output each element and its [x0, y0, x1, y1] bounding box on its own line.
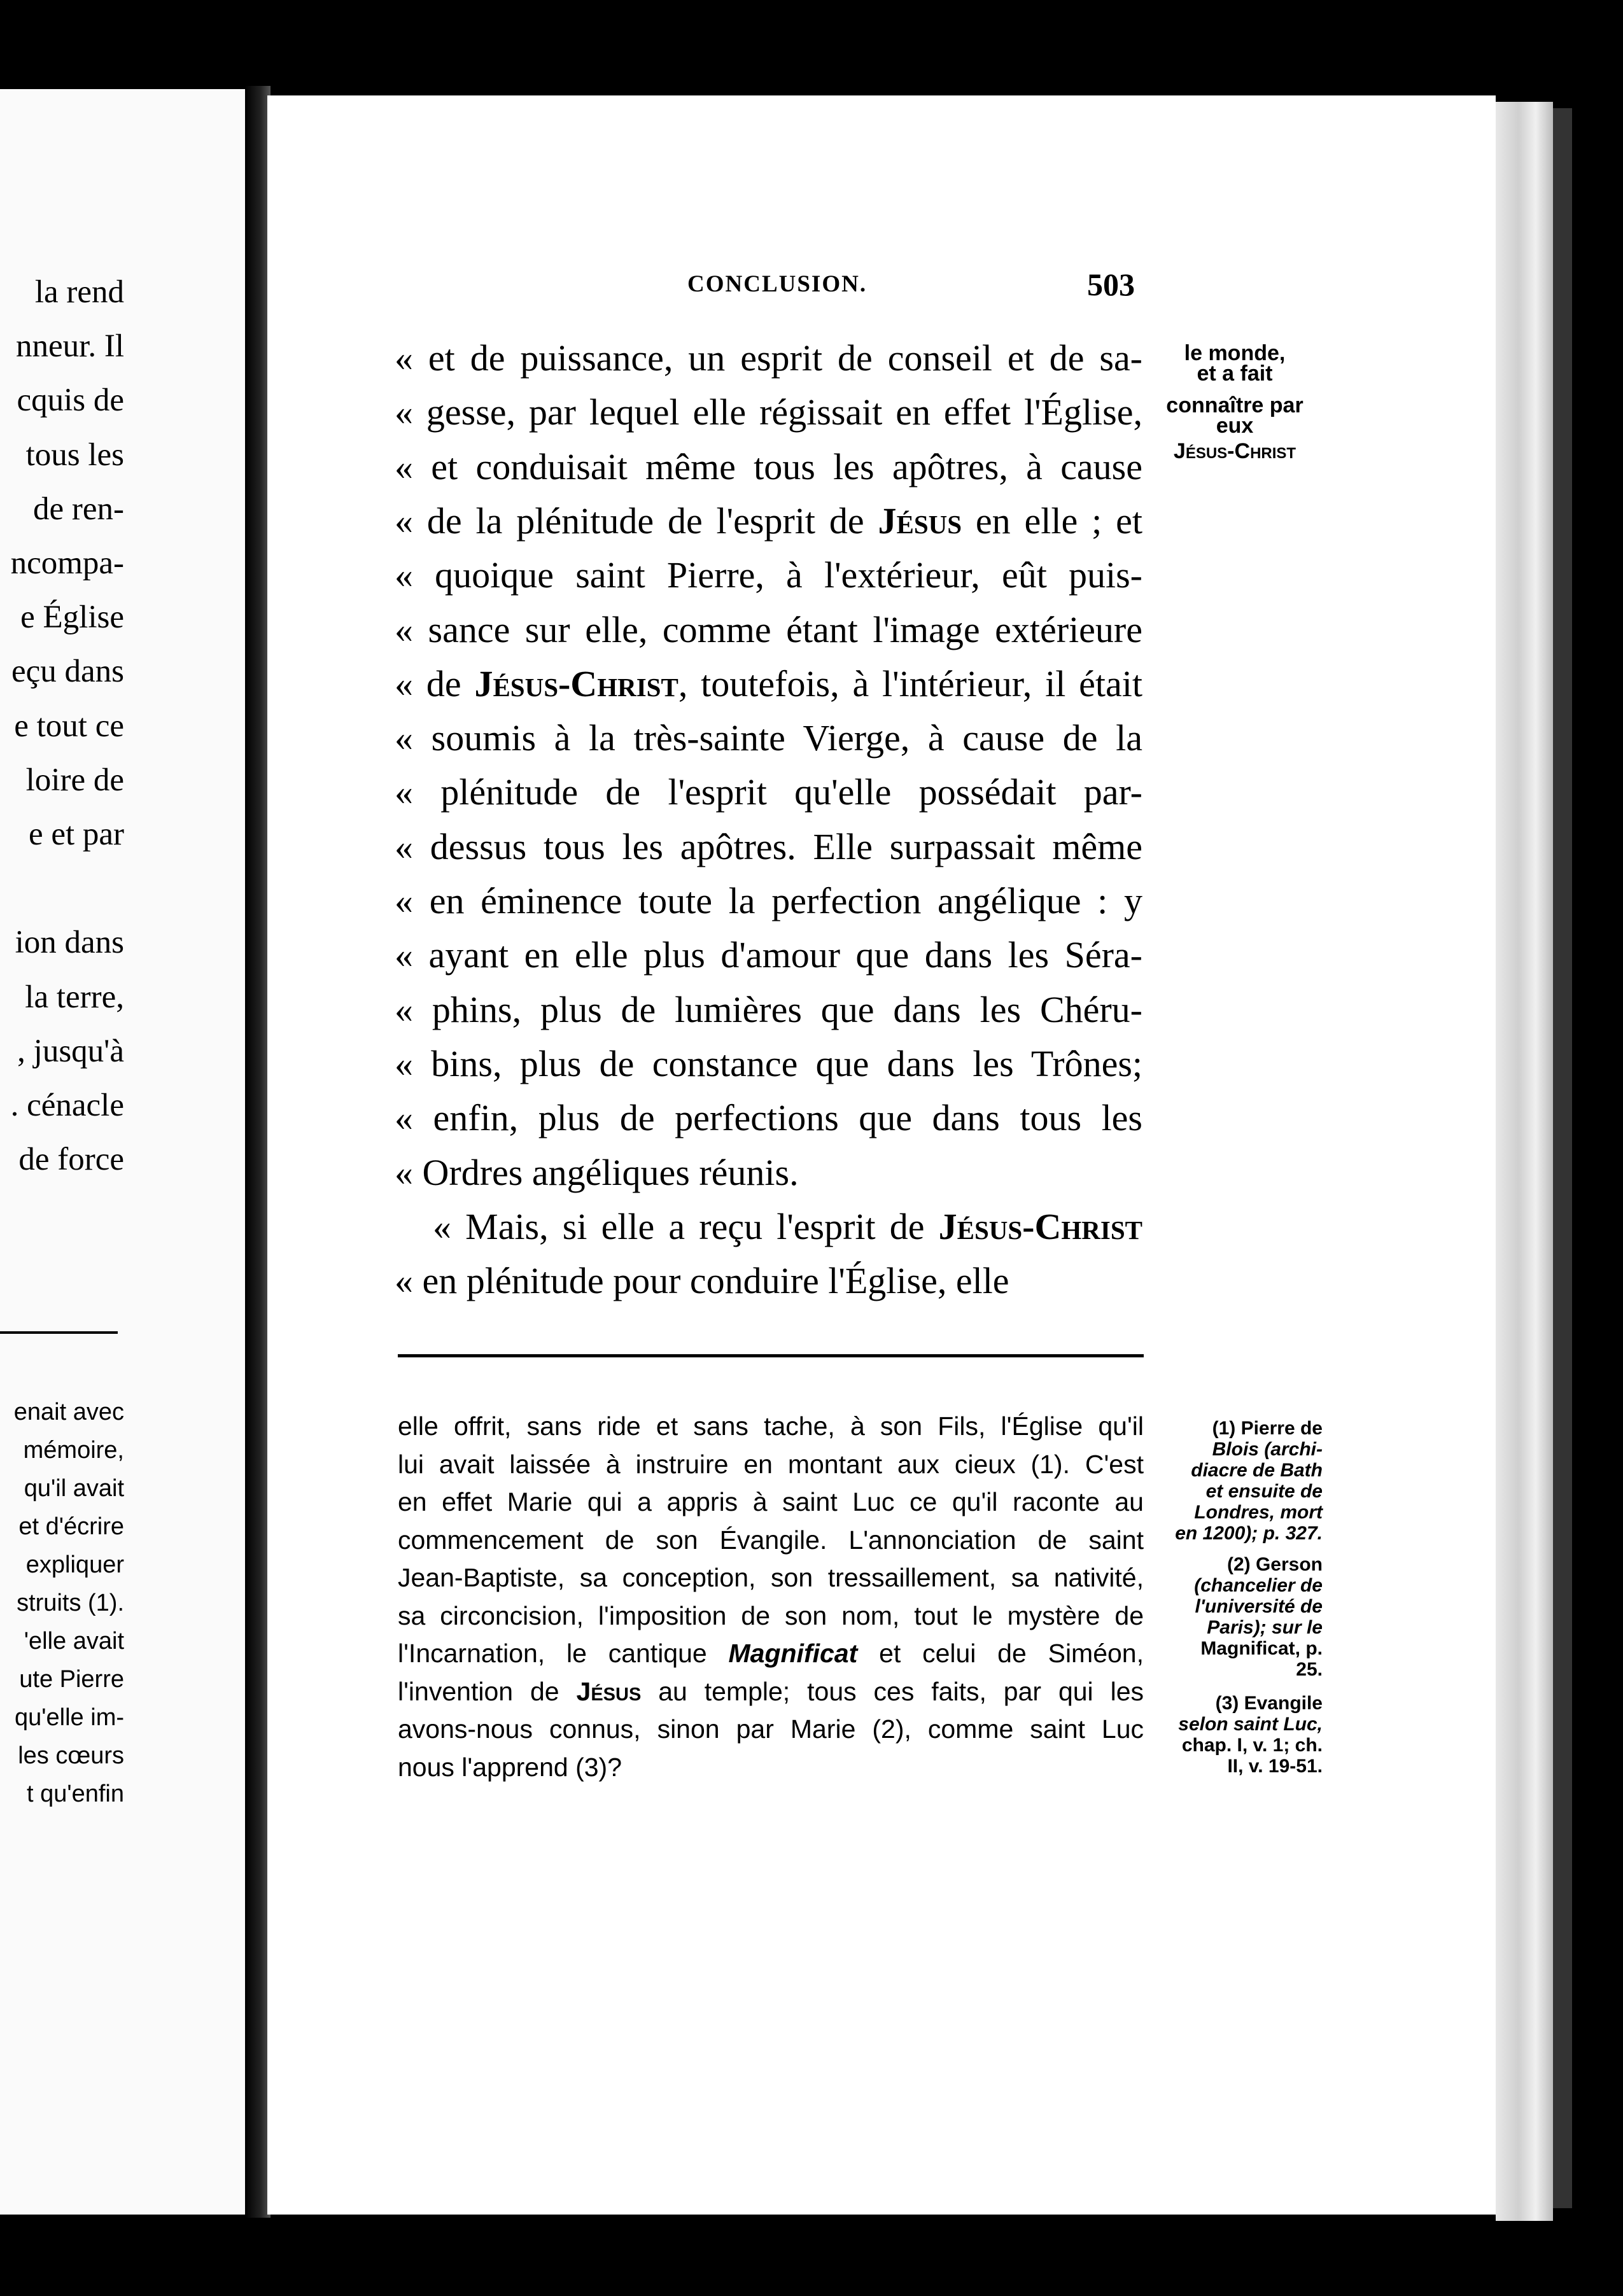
- footnote-line: elle offrit, sans ride et sans tache, à son Fils, l'Église qu'il: [398, 1411, 1144, 1441]
- prev-page-line: ion dans: [15, 925, 124, 961]
- prev-page-line: de ren-: [33, 491, 124, 527]
- body-line: « dessus tous les apôtres. Elle surpassait même: [395, 825, 1142, 867]
- side-footnote-line: l'université de: [1195, 1596, 1323, 1617]
- prev-page-line: e tout ce: [14, 708, 124, 744]
- side-footnote-line: Blois (archi-: [1212, 1439, 1323, 1460]
- body-line: « bins, plus de constance que dans les Trônes;: [395, 1042, 1142, 1084]
- prev-page-line: de force: [18, 1142, 124, 1178]
- body-line: « quoique saint Pierre, à l'extérieur, eût puis-: [395, 554, 1142, 596]
- margin-note-line: eux: [1216, 414, 1254, 438]
- prev-page-line: eçu dans: [11, 654, 124, 690]
- prev-page-line: e et par: [28, 816, 124, 852]
- footnote-line: l'Incarnation, le cantique Magnificat et celui de Siméon,: [398, 1639, 1144, 1668]
- prev-page-line: nneur. Il: [16, 328, 124, 365]
- side-footnote-line: diacre de Bath: [1191, 1460, 1323, 1481]
- previous-page: [0, 89, 245, 2215]
- margin-note-line: et a fait: [1197, 361, 1273, 386]
- prev-page-note-line: enait avec: [13, 1399, 124, 1425]
- previous-page-rule: [0, 1331, 118, 1334]
- binding-gutter: [245, 86, 270, 2218]
- body-line: « ayant en elle plus d'amour que dans les Séra-: [395, 934, 1142, 976]
- footnote-line: sa circoncision, l'imposition de son nom, tout le mystère de: [398, 1600, 1144, 1630]
- margin-note-line: le monde,: [1184, 341, 1286, 365]
- footnote-line: l'invention de Jésus au temple; tous ces faits, par qui les: [398, 1676, 1144, 1706]
- prev-page-line: ncompa-: [10, 545, 124, 581]
- prev-page-line: loire de: [25, 762, 124, 798]
- body-line: « phins, plus de lumières que dans les Chéru-: [395, 988, 1142, 1030]
- side-footnote-line: Londres, mort: [1194, 1502, 1323, 1523]
- body-line: « soumis à la très-sainte Vierge, à cause de la: [395, 717, 1142, 759]
- running-head-title: CONCLUSION.: [687, 271, 868, 297]
- prev-page-note-line: 'elle avait: [24, 1628, 124, 1655]
- side-footnote-line: Magnificat, p.: [1200, 1638, 1323, 1659]
- prev-page-line: cquis de: [17, 382, 124, 419]
- body-line: « en plénitude pour conduire l'Église, elle: [395, 1260, 1009, 1302]
- body-line: « Ordres angéliques réunis.: [395, 1151, 799, 1193]
- footnote-separator: [398, 1354, 1144, 1357]
- footnote-line: en effet Marie qui a appris à saint Luc ce qu'il raconte au: [398, 1487, 1144, 1516]
- body-line: « plénitude de l'esprit qu'elle possédait par-: [395, 771, 1142, 813]
- prev-page-note-line: ute Pierre: [19, 1666, 124, 1693]
- side-footnote-line: 25.: [1296, 1659, 1323, 1680]
- body-line: « enfin, plus de perfections que dans tous les: [395, 1097, 1142, 1139]
- side-footnote-line: (3) Evangile: [1215, 1693, 1323, 1714]
- body-line: « de Jésus-Christ, toutefois, à l'intérieur, il était: [395, 662, 1142, 704]
- margin-note-line: Jésus-Christ: [1173, 439, 1296, 463]
- margin-note-line: connaître par: [1166, 393, 1303, 417]
- prev-page-line: , jusqu'à: [17, 1033, 124, 1069]
- side-footnote-line: selon saint Luc,: [1178, 1714, 1323, 1735]
- prev-page-note-line: qu'il avait: [24, 1475, 124, 1502]
- side-footnote-line: chap. I, v. 1; ch.: [1181, 1735, 1323, 1756]
- side-footnote-line: et ensuite de: [1205, 1481, 1323, 1502]
- side-footnote-line: (1) Pierre de: [1212, 1418, 1323, 1439]
- prev-page-note-line: struits (1).: [17, 1590, 124, 1616]
- side-footnote-line: (2) Gerson: [1226, 1554, 1323, 1575]
- side-footnote-line: Paris); sur le: [1207, 1617, 1323, 1638]
- page-edge-shadow: [1553, 108, 1572, 2208]
- side-footnote-line: II, v. 19-51.: [1227, 1756, 1323, 1777]
- body-line: « en éminence toute la perfection angélique : y: [395, 880, 1142, 921]
- footnote-line: avons-nous connus, sinon par Marie (2), comme saint Luc: [398, 1714, 1144, 1744]
- body-line: « de la plénitude de l'esprit de Jésus en elle ; et: [395, 500, 1142, 542]
- body-line: « Mais, si elle a reçu l'esprit de Jésus-Christ: [433, 1205, 1142, 1247]
- footnote-line: nous l'apprend (3)?: [398, 1752, 622, 1782]
- side-footnote-line: (chancelier de: [1194, 1575, 1323, 1596]
- prev-page-line: e Église: [20, 599, 124, 636]
- footnote-line: commencement de son Évangile. L'annonciation de saint: [398, 1525, 1144, 1555]
- page-edge: [1496, 102, 1553, 2221]
- prev-page-line: . cénacle: [10, 1088, 124, 1123]
- body-line: « gesse, par lequel elle régissait en effet l'Église,: [395, 391, 1142, 433]
- prev-page-line: la rend: [34, 274, 124, 310]
- footnote-line: lui avait laissée à instruire en montant aux cieux (1). C'est: [398, 1449, 1144, 1479]
- prev-page-note-line: expliquer: [25, 1551, 124, 1578]
- footnote-line: Jean-Baptiste, sa conception, son tressaillement, sa nativité,: [398, 1563, 1144, 1592]
- body-line: « et de puissance, un esprit de conseil et de sa-: [395, 337, 1142, 379]
- body-line: « et conduisait même tous les apôtres, à cause: [395, 445, 1142, 487]
- side-footnote-line: en 1200); p. 327.: [1175, 1523, 1323, 1544]
- page-number: 503: [1087, 267, 1135, 302]
- prev-page-note-line: et d'écrire: [18, 1513, 124, 1540]
- prev-page-line: tous les: [25, 437, 124, 473]
- prev-page-note-line: les cœurs: [18, 1742, 124, 1769]
- body-line: « sance sur elle, comme étant l'image extérieure: [395, 608, 1142, 650]
- prev-page-note-line: qu'elle im-: [15, 1704, 124, 1731]
- prev-page-note-line: t qu'enfin: [26, 1781, 124, 1807]
- prev-page-note-line: mémoire,: [23, 1437, 124, 1464]
- prev-page-line: la terre,: [25, 979, 124, 1015]
